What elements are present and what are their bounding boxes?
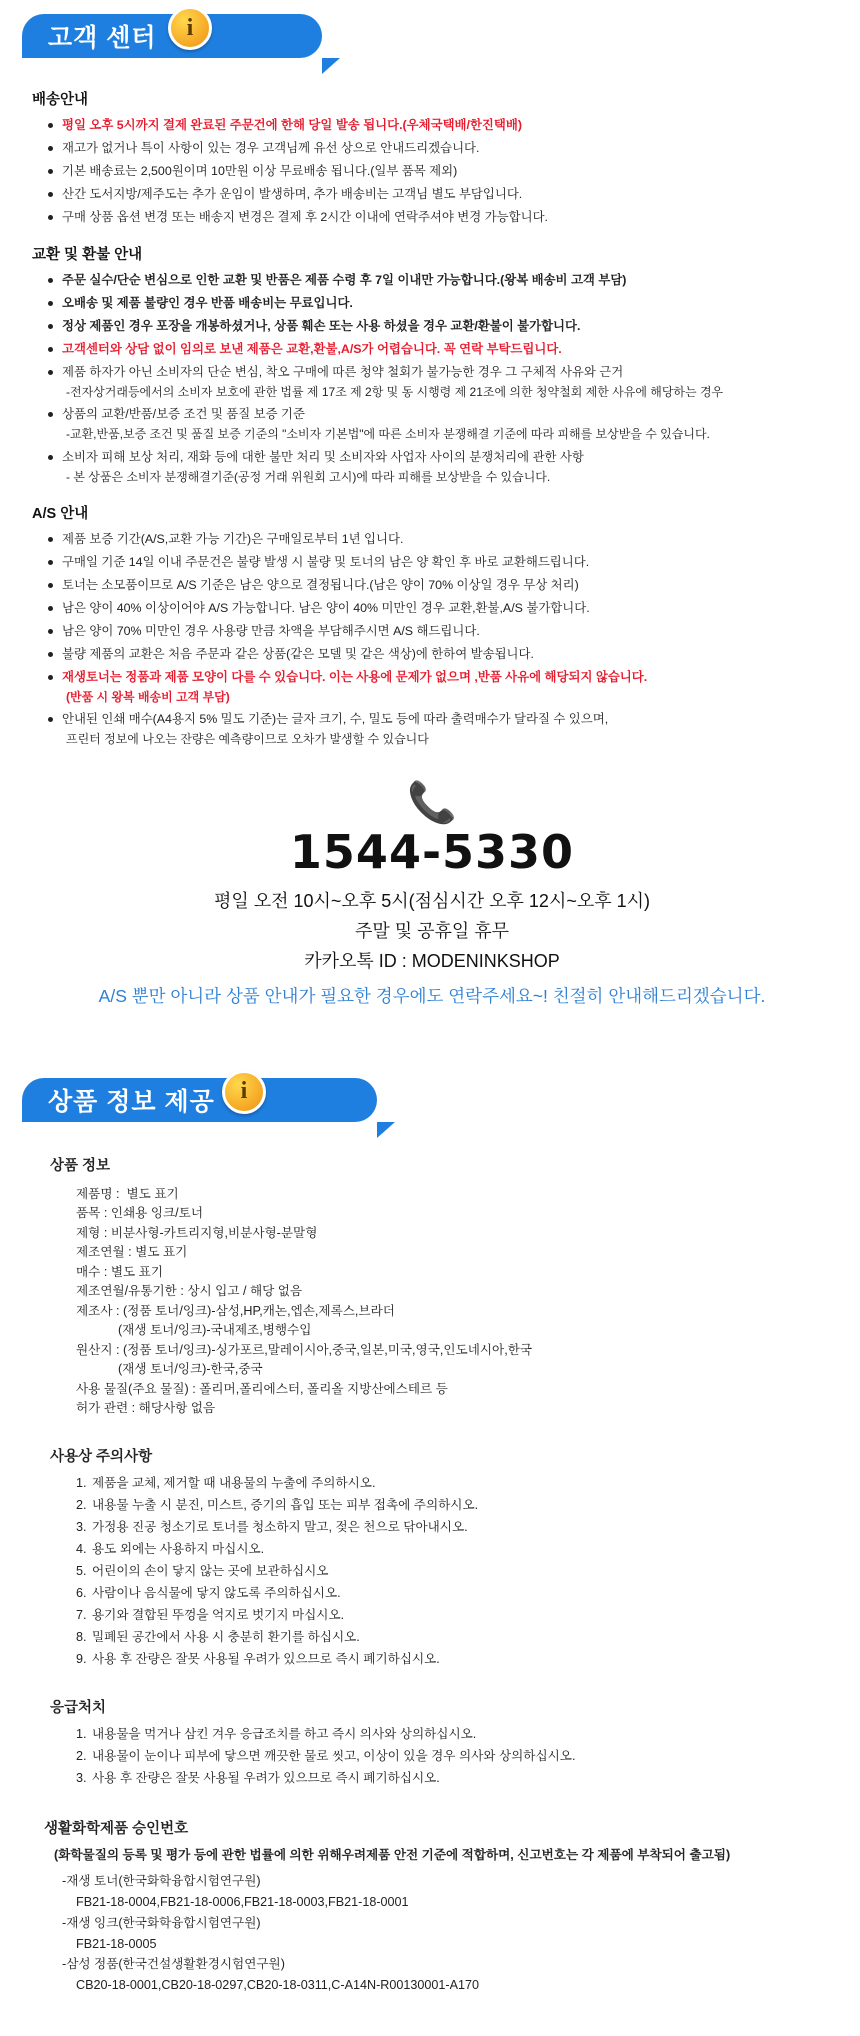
- list-item-text: 안내된 인쇄 매수(A4용지 5% 밀도 기준)는 글자 크기, 수, 밀도 등에 따라 출력매수가 달라질 수 있으며,: [62, 712, 609, 727]
- product-info-heading: 상품 정보: [50, 1157, 111, 1174]
- list-item: [48, 449, 832, 486]
- list-item-text: 소비자 피해 보상 처리, 재화 등에 대한 불만 처리 및 소비자와 사업자 사이의 분쟁처리에 관한 사항: [62, 449, 584, 464]
- product-info-content: [0, 1154, 860, 1996]
- info-icon: i: [222, 1070, 266, 1114]
- product-info-lines: [76, 1185, 832, 1419]
- cert-line: -삼성 정품(한국건설생활환경시험연구원): [62, 1957, 285, 1972]
- cert-line: -재생 잉크(한국화학융합시험연구원): [62, 1915, 261, 1930]
- list-item: 2. 내용물 누출 시 분진, 미스트, 증기의 흡입 또는 피부 접촉에 주의하시오.: [90, 1494, 832, 1516]
- banner-shape: [22, 1078, 377, 1122]
- info-line: (재생 토너/잉크)-한국,중국: [76, 1362, 263, 1377]
- customer-center-banner: [0, 14, 860, 72]
- caution-heading: 사용상 주의사항: [50, 1448, 153, 1465]
- list-item-subtext: -전자상거래등에서의 소비자 보호에 관한 법률 제 17조 제 2항 및 동 시행령 제 21조에 의한 청약철회 제한 사유에 해당하는 경우: [66, 384, 724, 399]
- info-line: 사용 물질(주요 물질) : 폴리머,폴리에스터, 폴리올 지방산에스테르 등: [76, 1381, 448, 1396]
- list-item: 기본 배송료는 2,500원이며 10만원 이상 무료배송 됩니다.(일부 품목 제외): [48, 163, 832, 181]
- list-item-text: 상품의 교환/반품/보증 조건 및 품질 보증 기준: [62, 407, 305, 422]
- cert-line: FB21-18-0005: [62, 1936, 157, 1951]
- info-line: 제품명 : 별도 표기: [76, 1186, 179, 1201]
- cert-line: FB21-18-0004,FB21-18-0006,FB21-18-0003,FB21-18-0001: [62, 1894, 409, 1909]
- contact-block: [32, 780, 832, 1008]
- list-item: 9. 사용 후 잔량은 잘못 사용될 우려가 있으므로 즉시 폐기하십시오.: [90, 1648, 832, 1670]
- list-item: [48, 406, 832, 443]
- list-item: 산간 도서지방/제주도는 추가 운임이 발생하며, 추가 배송비는 고객님 별도 부담입니다.: [48, 186, 832, 204]
- info-line: 매수 : 별도 표기: [76, 1264, 163, 1279]
- list-item: [48, 711, 832, 748]
- list-item: 고객센터와 상담 없이 임의로 보낸 제품은 교환,환불,A/S가 어렵습니다. 꼭 연락 부탁드립니다.: [48, 341, 832, 359]
- customer-center-content: [0, 88, 860, 1008]
- list-item: 평일 오후 5시까지 결제 완료된 주문건에 한해 당일 발송 됩니다.(우체국택배/한진택배): [48, 117, 832, 135]
- list-item-subtext: (반품 시 왕복 배송비 고객 부담): [66, 689, 230, 704]
- spacer: [0, 1008, 860, 1064]
- list-item: 남은 양이 70% 미만인 경우 사용량 만큼 차액을 부담해주시면 A/S 해드립니다.: [48, 623, 832, 641]
- contact-note: A/S 뿐만 아니라 상품 안내가 필요한 경우에도 연락주세요~! 친절히 안내해드리겠습니다.: [98, 985, 766, 1006]
- as-heading: A/S 안내: [32, 505, 89, 522]
- certification-heading: 생활화학제품 승인번호: [44, 1821, 189, 1838]
- banner-title-product-info: 상품 정보 제공: [48, 1087, 215, 1116]
- list-item: 1. 제품을 교체, 제거할 때 내용물의 누출에 주의하시오.: [90, 1472, 832, 1494]
- certification-lines: [62, 1871, 832, 1996]
- caution-list: [72, 1472, 832, 1670]
- info-icon: i: [168, 6, 212, 50]
- exchange-heading: 교환 및 환불 안내: [32, 246, 143, 263]
- info-line: 제조연월 : 별도 표기: [76, 1245, 188, 1260]
- firstaid-heading: 응급처치: [50, 1700, 107, 1717]
- list-item: 재고가 없거나 특이 사항이 있는 경우 고객님께 유선 상으로 안내드리겠습니다.: [48, 140, 832, 158]
- banner-tail: [377, 1122, 395, 1138]
- info-line: (재생 토너/잉크)-국내제조,병행수입: [76, 1323, 312, 1338]
- list-item: 5. 어린이의 손이 닿지 않는 곳에 보관하십시오: [90, 1560, 832, 1582]
- list-item: 7. 용기와 결합된 뚜껑을 억지로 벗기지 마십시오.: [90, 1604, 832, 1626]
- list-item: 구매일 기준 14일 이내 주문건은 불량 발생 시 불량 및 토너의 남은 양 확인 후 바로 교환해드립니다.: [48, 554, 832, 572]
- certification-subheading: (화학물질의 등록 및 평가 등에 관한 법률에 의한 위해우려제품 안전 기준에 적합하며, 신고번호는 각 제품에 부착되어 출고됨): [54, 1848, 731, 1863]
- list-item-text: 오배송 및 제품 불량인 경우 반품 배송비는 무료입니다.: [62, 295, 353, 310]
- shipping-list: [32, 117, 832, 227]
- banner-title-customer-center: 고객 센터: [48, 24, 157, 52]
- list-item: 6. 사람이나 음식물에 닿지 않도록 주의하십시오.: [90, 1582, 832, 1604]
- list-item: [48, 272, 832, 290]
- list-item: [48, 669, 832, 706]
- list-item-subtext: -교환,반품,보증 조건 및 품질 보증 기준의 "소비자 기본법"에 따른 소비자 분쟁해결 기준에 따라 피해를 보상받을 수 있습니다.: [66, 427, 710, 442]
- list-item: 4. 용도 외에는 사용하지 마십시오.: [90, 1538, 832, 1560]
- list-item-text: 제품 하자가 아닌 소비자의 단순 변심, 착오 구매에 따른 청약 철회가 불가능한 경우 그 구체적 사유와 근거: [62, 364, 624, 379]
- firstaid-list: [72, 1723, 832, 1789]
- list-item-subtext: - 본 상품은 소비자 분쟁해결기준(공정 거래 위원회 고시)에 따라 피해를 보상받을 수 있습니다.: [66, 469, 551, 484]
- kakao-id: 카카오톡 ID : MODENINKSHOP: [304, 950, 560, 971]
- banner-tail: [322, 58, 340, 74]
- list-item: 구매 상품 옵션 변경 또는 배송지 변경은 결제 후 2시간 이내에 연락주셔야 변경 가능합니다.: [48, 209, 832, 227]
- info-line: 제조연월/유통기한 : 상시 입고 / 해당 없음: [76, 1284, 303, 1299]
- list-item-text: 주문 실수/단순 변심으로 인한 교환 및 반품은 제품 수령 후 7일 이내만 가능합니다.(왕복 배송비 고객 부담): [62, 272, 627, 287]
- info-line: 품목 : 인쇄용 잉크/토너: [76, 1206, 203, 1221]
- list-item: [48, 364, 832, 401]
- list-item: 토너는 소모품이므로 A/S 기준은 남은 양으로 결정됩니다.(남은 양이 70% 이상일 경우 무상 처리): [48, 577, 832, 595]
- list-item: 3. 사용 후 잔량은 잘못 사용될 우려가 있으므로 즉시 폐기하십시오.: [90, 1767, 832, 1789]
- list-item: 남은 양이 40% 이상이어야 A/S 가능합니다. 남은 양이 40% 미만인 경우 교환,환불,A/S 불가합니다.: [48, 600, 832, 618]
- holiday-notice: 주말 및 공휴일 휴무: [354, 920, 510, 941]
- list-item: 제품 보증 기간(A/S,교환 가능 기간)은 구매일로부터 1년 입니다.: [48, 531, 832, 549]
- phone-icon: 📞: [407, 780, 457, 825]
- info-line: 제조사 : (정품 토너/잉크)-삼성,HP,캐논,엡손,제록스,브라더: [76, 1303, 395, 1318]
- info-line: 원산지 : (정품 토너/잉크)-싱가포르,말레이시아,중국,일본,미국,영국,인도네시아,한국: [76, 1342, 533, 1357]
- product-info-banner: [0, 1078, 860, 1136]
- list-item: 1. 내용물을 먹거나 삼킨 겨우 응급조치를 하고 즉시 의사와 상의하십시오.: [90, 1723, 832, 1745]
- cert-line: -재생 토너(한국화학융합시험연구원): [62, 1874, 261, 1889]
- cert-line: CB20-18-0001,CB20-18-0297,CB20-18-0311,C-A14N-R00130001-A170: [62, 1978, 480, 1993]
- list-item: 3. 가정용 진공 청소기로 토너를 청소하지 말고, 젖은 천으로 닦아내시오.: [90, 1516, 832, 1538]
- list-item: 2. 내용물이 눈이나 피부에 닿으면 깨끗한 물로 씻고, 이상이 있을 경우 의사와 상의하십시오.: [90, 1745, 832, 1767]
- list-item-subtext: 프린터 정보에 나오는 잔량은 예측량이므로 오차가 발생할 수 있습니다: [66, 732, 429, 747]
- exchange-list: [32, 272, 832, 486]
- list-item: [48, 318, 832, 336]
- list-item-text: 재생토너는 정품과 제품 모양이 다를 수 있습니다. 이는 사용에 문제가 없으며 ,반품 사유에 해당되지 않습니다.: [62, 669, 648, 684]
- business-hours: 평일 오전 10시~오후 5시(점심시간 오후 12시~오후 1시): [213, 890, 651, 911]
- list-item-text: 정상 제품인 경우 포장을 개봉하셨거나, 상품 훼손 또는 사용 하셨을 경우 교환/환불이 불가합니다.: [62, 318, 581, 333]
- as-list: [32, 531, 832, 749]
- product-detail-page: [0, 14, 860, 2036]
- shipping-heading: 배송안내: [32, 92, 89, 108]
- list-item: 불량 제품의 교환은 처음 주문과 같은 상품(같은 모델 및 같은 색상)에 한하여 발송됩니다.: [48, 646, 832, 664]
- info-line: 허가 관련 : 해당사항 없음: [76, 1401, 216, 1416]
- list-item: [48, 295, 832, 313]
- phone-number[interactable]: 1544-5330: [289, 824, 575, 879]
- list-item: 8. 밀폐된 공간에서 사용 시 충분히 환기를 하십시오.: [90, 1626, 832, 1648]
- info-line: 제형 : 비분사형-카트리지형,비분사형-분말형: [76, 1225, 318, 1240]
- spacer: [0, 1996, 860, 2036]
